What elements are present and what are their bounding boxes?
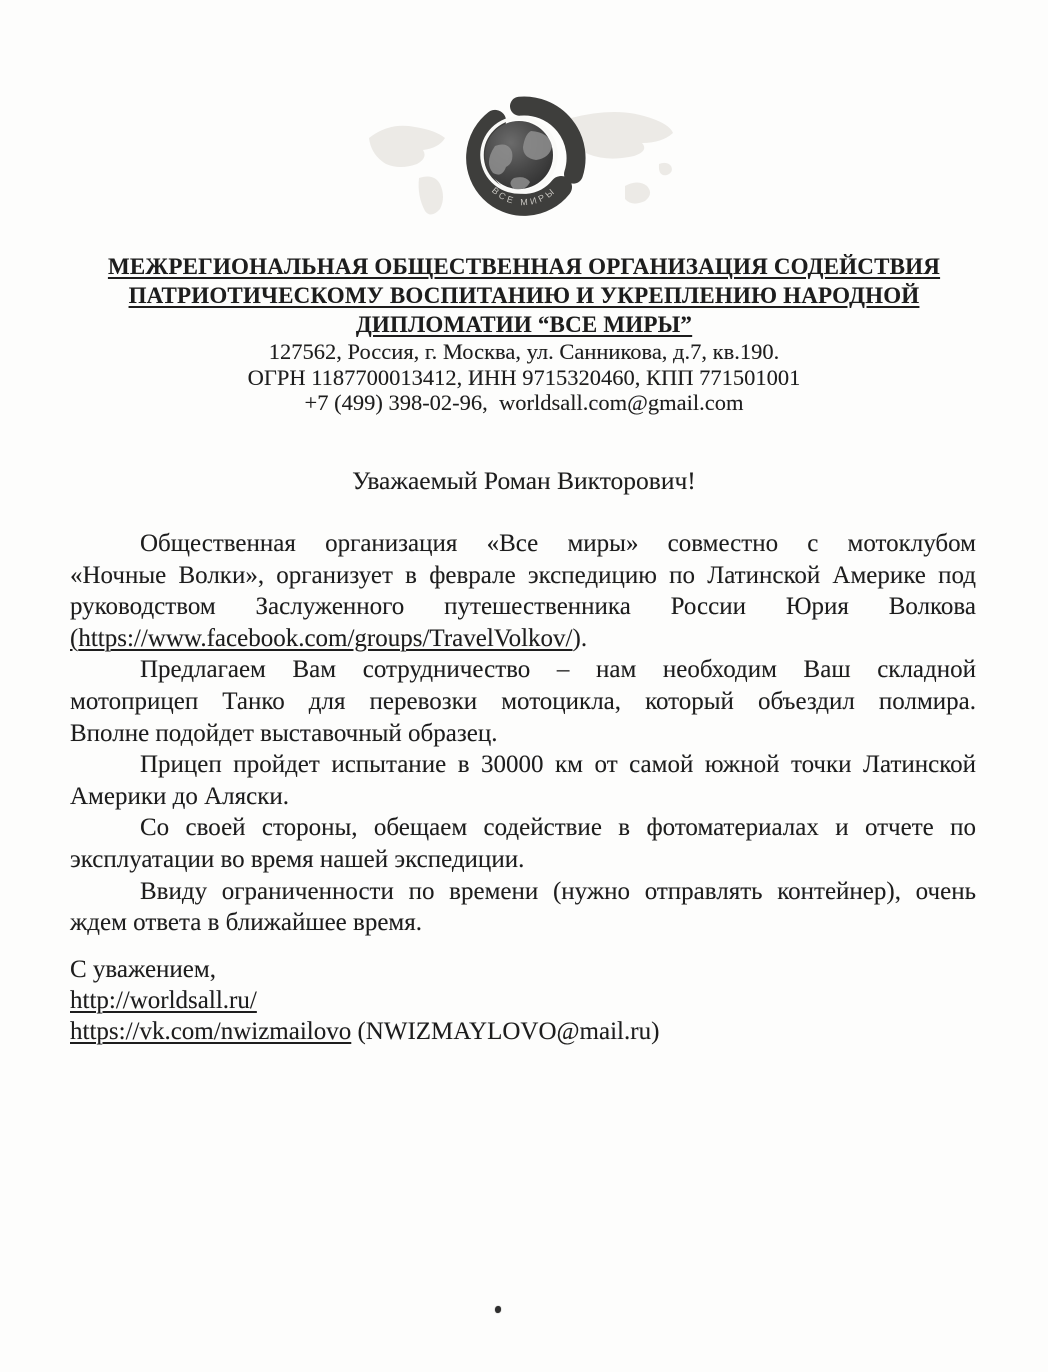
salutation: Уважаемый Роман Викторович!: [352, 466, 696, 495]
org-logo: [0, 86, 1048, 241]
body-line-facebook: [70, 623, 976, 655]
body-line: «Ночные Волки», организует в феврале экспедицию по Латинской Америке под: [70, 561, 976, 589]
paren-close: ).: [572, 624, 588, 652]
org-address: 127562, Россия, г. Москва, ул. Санникова, д.7, кв.190.: [268, 339, 780, 364]
body-line: Со своей стороны, обещаем содействие в фотоматериалах и отчете по: [140, 814, 976, 842]
body-line: Америки до Аляски.: [70, 782, 289, 810]
body-line: руководством Заслуженного путешественника России Юрия Волкова: [70, 593, 976, 621]
worldsall-site-link: http://worldsall.ru/: [70, 987, 257, 1014]
scan-speck: [495, 1306, 501, 1313]
body-line: мотоприцеп Танко для перевозки мотоцикла, который объездил полмира.: [70, 687, 976, 715]
body-line: Вполне подойдет выставочный образец.: [70, 719, 498, 747]
letterhead-address-block: [70, 339, 978, 416]
body-line: Ввиду ограниченности по времени (нужно отправлять контейнер), очень: [140, 877, 976, 905]
globe-logo-graphic: [359, 86, 689, 236]
org-contacts: +7 (499) 398-02-96, worldsall.com@gmail.com: [304, 390, 744, 415]
org-name-line-2: ПАТРИОТИЧЕСКОМУ ВОСПИТАНИЮ И УКРЕПЛЕНИЮ НАРОДНОЙ: [128, 283, 920, 308]
closing-site-line: [70, 985, 659, 1016]
logo-caption: ВСЕ МИРЫ: [489, 185, 559, 208]
org-name-line-1: МЕЖРЕГИОНАЛЬНАЯ ОБЩЕСТВЕННАЯ ОРГАНИЗАЦИЯ СОДЕЙСТВИЯ: [107, 254, 941, 279]
body-line: эксплуатации во время нашей экспедиции.: [70, 845, 525, 873]
org-name-line-3: ДИПЛОМАТИИ “ВСЕ МИРЫ”: [355, 312, 693, 337]
body-line: ждем ответа в ближайшее время.: [70, 909, 423, 937]
facebook-group-link: https://www.facebook.com/groups/TravelVolkov/: [78, 624, 573, 652]
vk-email: (NWIZMAYLOVO@mail.ru): [351, 1018, 660, 1045]
closing-regards: С уважением,: [70, 956, 216, 983]
body-line: Предлагаем Вам сотрудничество – нам необходим Ваш складной: [140, 656, 976, 684]
closing-vk-line: [70, 1016, 659, 1047]
vk-profile-link: https://vk.com/nwizmailovo: [70, 1018, 352, 1045]
closing-block: [70, 954, 659, 1047]
letter-body: [70, 528, 976, 939]
body-line: Общественная организация «Все миры» совместно с мотоклубом: [140, 530, 976, 557]
org-name-heading: [70, 252, 978, 339]
body-line: Прицеп пройдет испытание в 30000 км от самой южной точки Латинской: [140, 751, 976, 779]
paren-open: (: [70, 624, 79, 652]
org-registration-numbers: ОГРН 1187700013412, ИНН 9715320460, КПП 771501001: [247, 364, 801, 390]
